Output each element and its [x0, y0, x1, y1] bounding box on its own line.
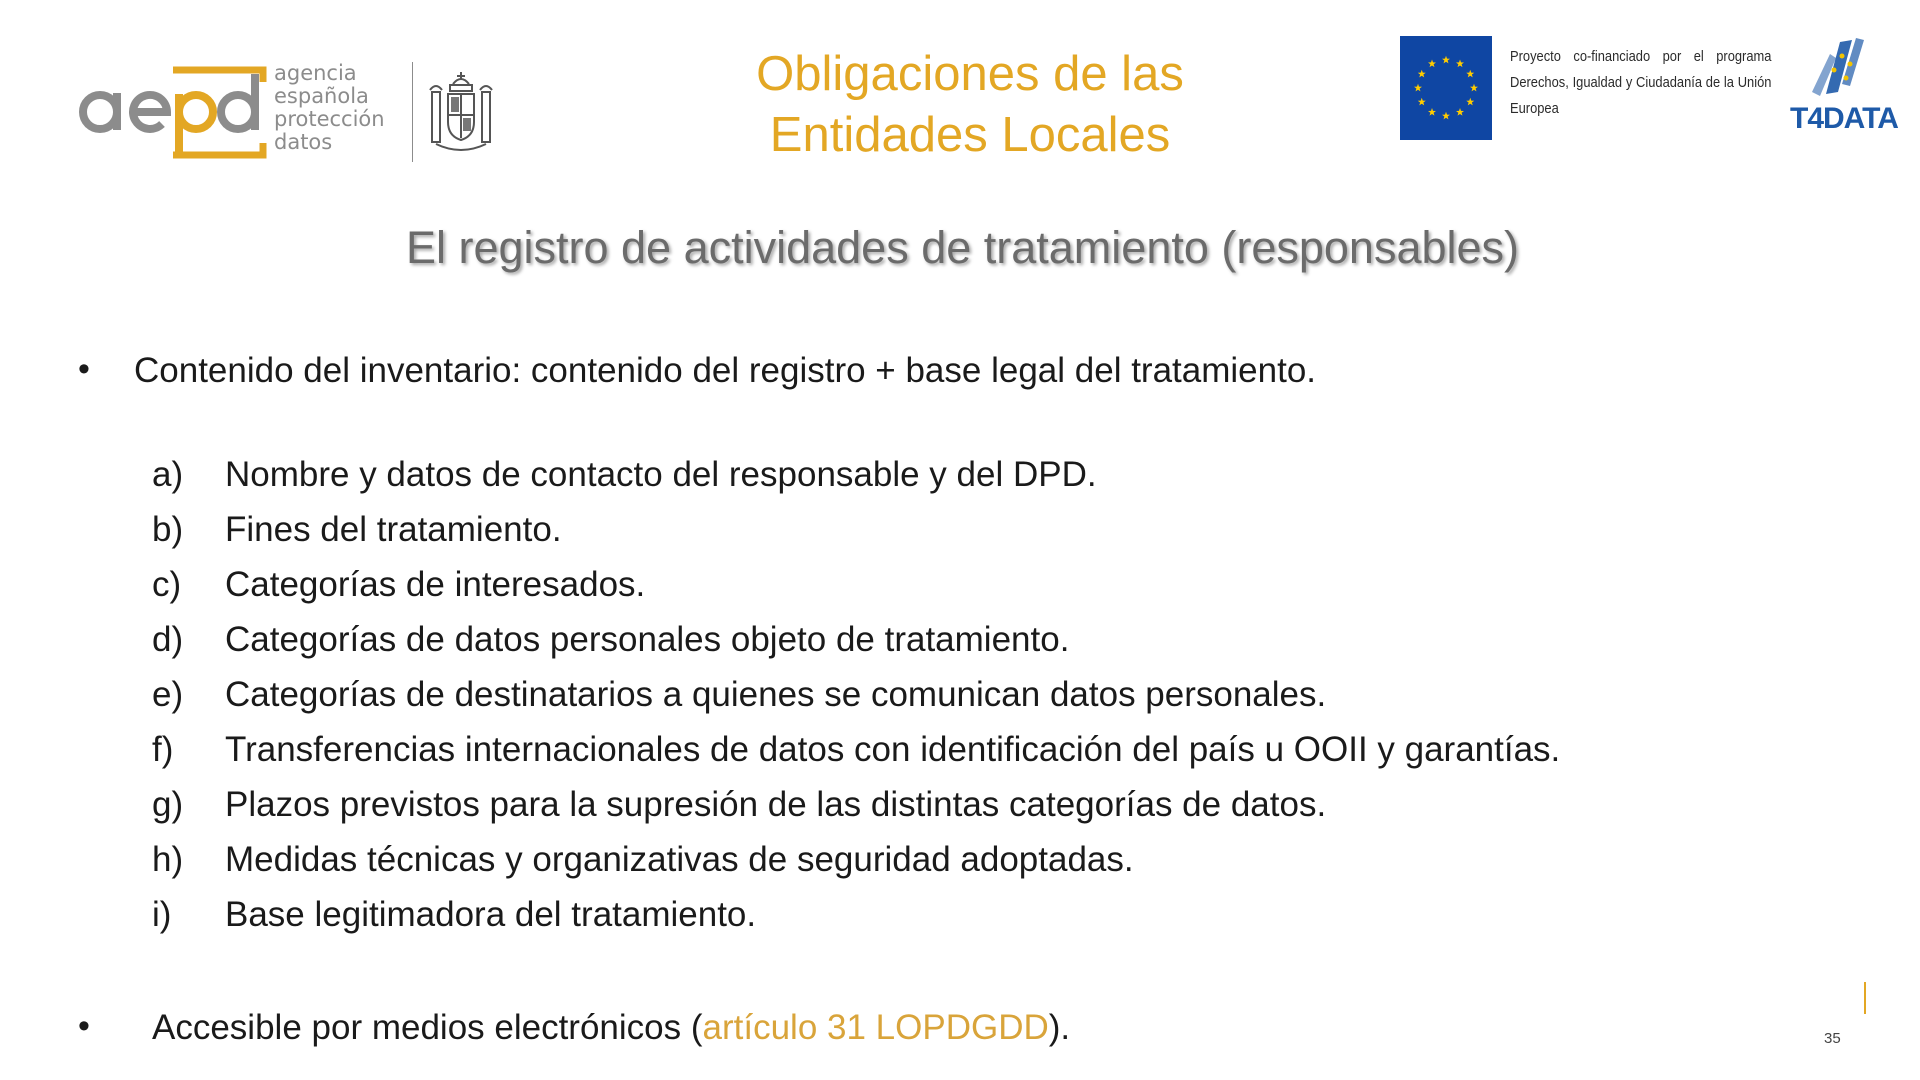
- eu-star-icon: [1418, 70, 1426, 78]
- eu-star-icon: [1466, 98, 1474, 106]
- page-number: 35: [1824, 1030, 1841, 1047]
- bullet-suffix: ).: [1048, 1008, 1071, 1047]
- list-text: Medidas técnicas y organizativas de seguridad adoptadas.: [225, 840, 1134, 879]
- list-text: Categorías de datos personales objeto de tratamiento.: [225, 620, 1070, 659]
- list-item: [152, 840, 1752, 895]
- list-text: Base legitimadora del tratamiento.: [225, 895, 757, 934]
- list-letter: i): [152, 895, 172, 934]
- eu-star-icon: [1418, 98, 1426, 106]
- eu-star-icon: [1414, 84, 1422, 92]
- eu-funding-caption: Proyecto co-financiado por el programa Derechos, Igualdad y Ciudadanía de la Unión Europea: [1510, 48, 1772, 117]
- list-text: Transferencias internacionales de datos con identificación del país u OOII y garantías.: [225, 730, 1561, 769]
- page-accent-mark: [1864, 982, 1866, 1014]
- aepd-line: española: [274, 84, 369, 108]
- list-item: [152, 895, 1752, 950]
- list-item: [152, 565, 1752, 620]
- law-reference-link[interactable]: artículo 31 LOPDGDD: [702, 1008, 1049, 1047]
- eu-star-icon: [1470, 84, 1478, 92]
- register-contents-list: [152, 455, 1752, 950]
- aepd-wordmark-icon: [78, 60, 268, 165]
- list-item: [152, 675, 1752, 730]
- list-item: [152, 730, 1752, 785]
- list-item: [152, 510, 1752, 565]
- list-letter: a): [152, 455, 184, 494]
- list-item: [152, 785, 1752, 840]
- t4data-label: T4DATA: [1790, 102, 1898, 135]
- eu-star-icon: [1456, 108, 1464, 116]
- list-letter: c): [152, 565, 182, 604]
- list-letter: e): [152, 675, 184, 714]
- title-line: Entidades Locales: [769, 108, 1171, 162]
- eu-star-icon: [1428, 108, 1436, 116]
- eu-star-icon: [1442, 112, 1450, 120]
- spain-coat-of-arms-icon: [426, 70, 496, 158]
- bullet-icon: •: [78, 1007, 90, 1045]
- presentation-title: [700, 44, 1240, 166]
- t4data-logo: [1790, 34, 1898, 146]
- bullet-inventory-content: Contenido del inventario: contenido del registro + base legal del tratamiento.: [134, 351, 1317, 390]
- aepd-line: agencia: [274, 61, 357, 85]
- title-line: Obligaciones de las: [756, 47, 1184, 101]
- bullet-electronic-access: [152, 1008, 1070, 1048]
- logo-divider: [412, 62, 413, 162]
- eu-star-icon: [1442, 56, 1450, 64]
- list-letter: b): [152, 510, 184, 549]
- bullet-prefix: Accesible por medios electrónicos (: [152, 1008, 703, 1047]
- list-text: Categorías de destinatarios a quienes se comunican datos personales.: [225, 675, 1327, 714]
- eu-star-icon: [1428, 60, 1436, 68]
- list-letter: g): [152, 785, 184, 824]
- list-letter: d): [152, 620, 184, 659]
- list-item: [152, 620, 1752, 675]
- list-text: Plazos previstos para la supresión de las distintas categorías de datos.: [225, 785, 1327, 824]
- list-letter: f): [152, 730, 174, 769]
- list-text: Categorías de interesados.: [225, 565, 646, 604]
- list-text: Fines del tratamiento.: [225, 510, 562, 549]
- eu-flag-icon: [1400, 36, 1492, 140]
- bullet-icon: •: [78, 350, 90, 388]
- aepd-logo: [78, 60, 508, 165]
- slide-heading: El registro de actividades de tratamiento (responsables): [405, 222, 1520, 273]
- aepd-name: [274, 62, 385, 154]
- aepd-line: protección: [274, 107, 385, 131]
- aepd-line: datos: [274, 130, 333, 154]
- list-item: [152, 455, 1752, 510]
- eu-star-icon: [1466, 70, 1474, 78]
- list-letter: h): [152, 840, 184, 879]
- list-text: Nombre y datos de contacto del responsable y del DPD.: [225, 455, 1097, 494]
- eu-star-icon: [1456, 60, 1464, 68]
- t4data-emblem-icon: [1790, 34, 1894, 106]
